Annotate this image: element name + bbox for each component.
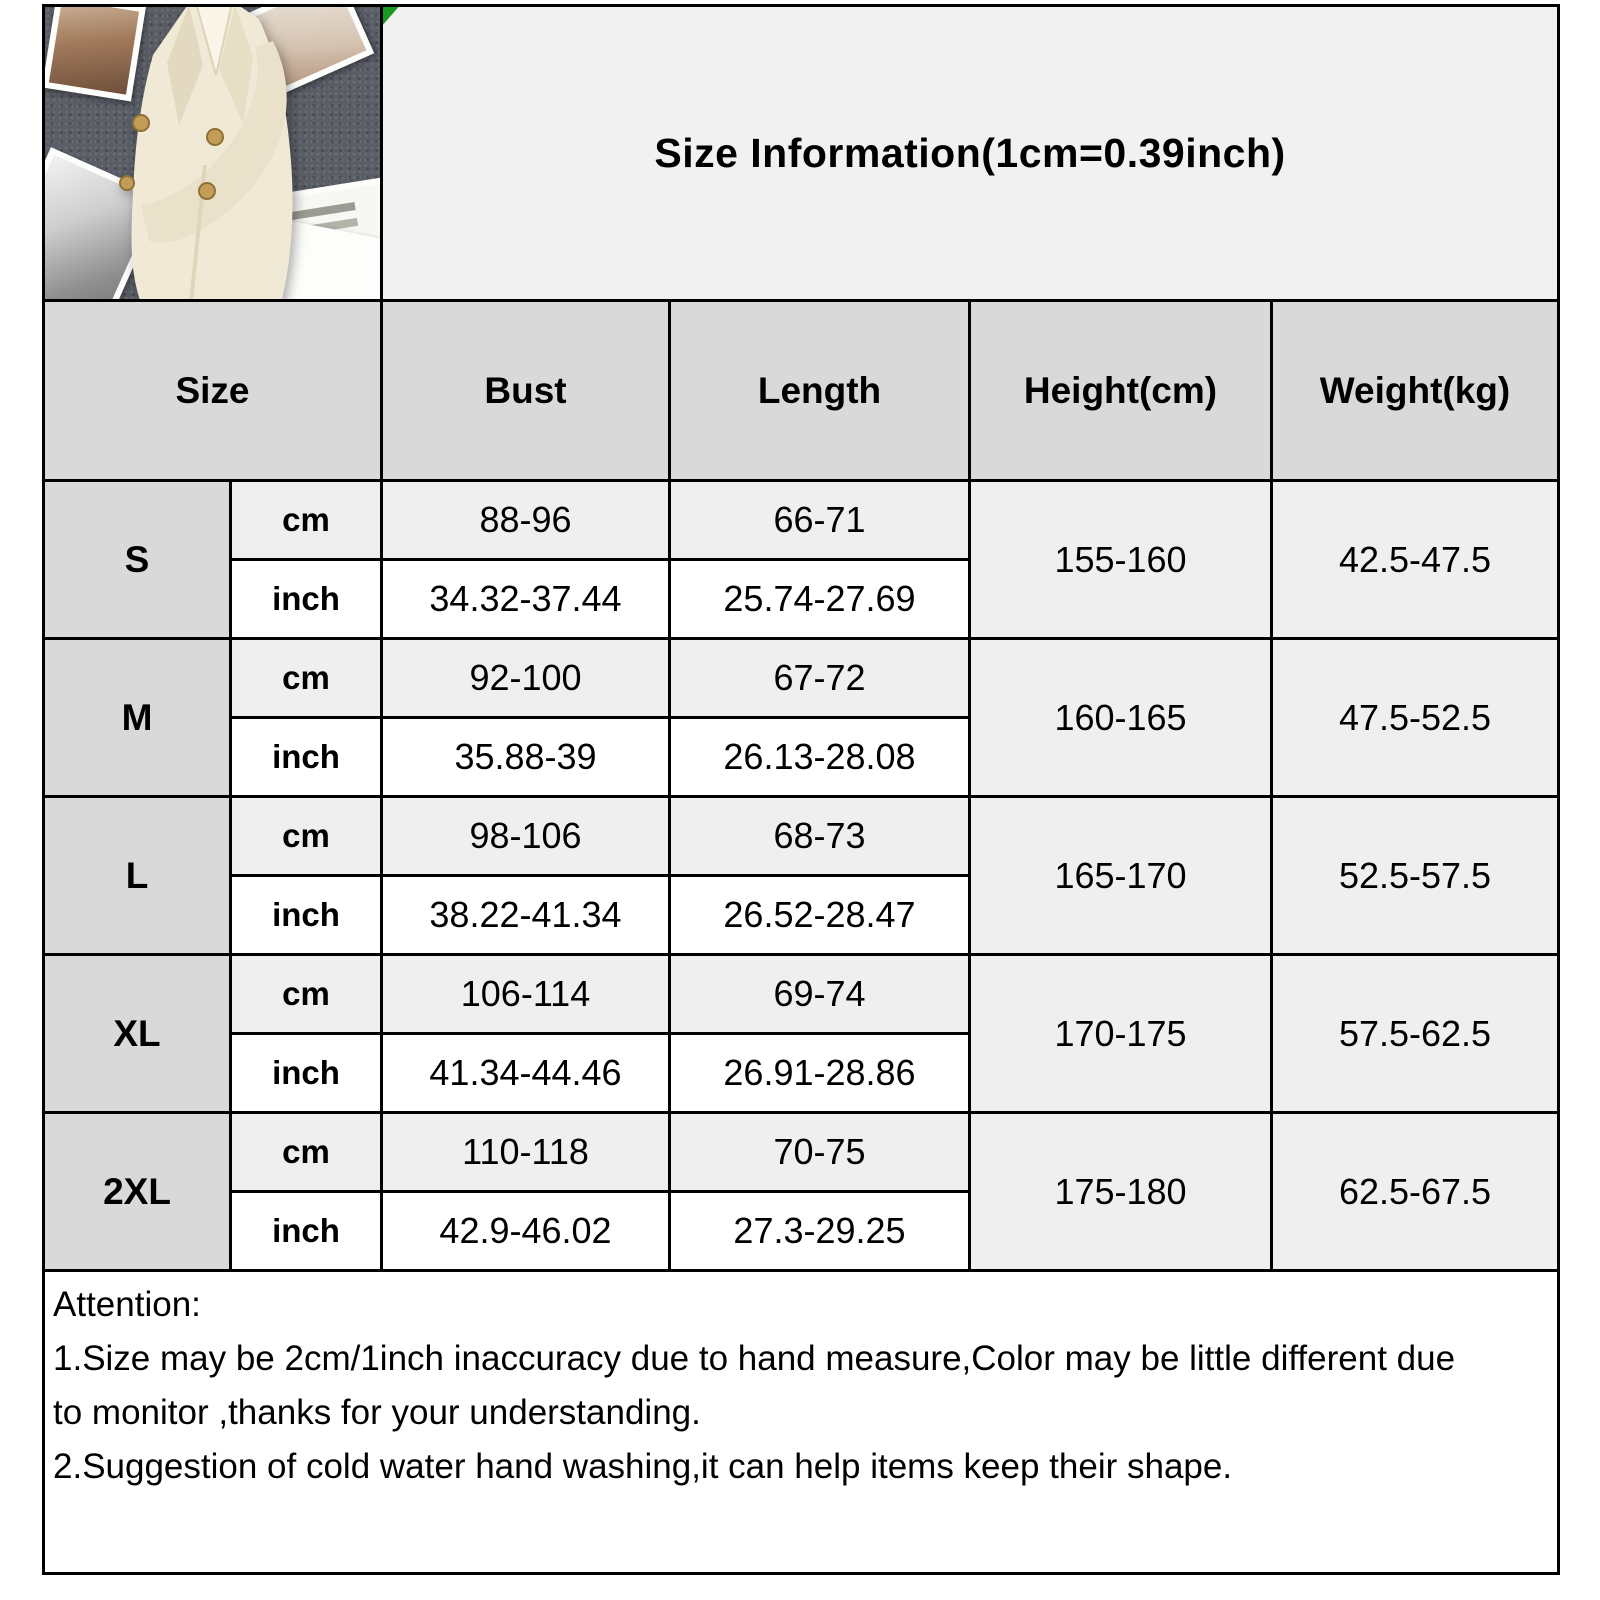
- top-row: [44, 6, 1559, 301]
- header-height: Height(cm): [970, 301, 1272, 481]
- header-row: [44, 301, 1559, 481]
- L-height: 165-170: [970, 797, 1272, 955]
- 2XL-length-cm: 70-75: [670, 1113, 970, 1192]
- S-bust-inch: 34.32-37.44: [382, 560, 670, 639]
- product-photo-cell: [44, 6, 382, 301]
- size-label-M: M: [44, 639, 231, 797]
- row-L-cm: [44, 797, 1559, 876]
- M-weight: 47.5-52.5: [1272, 639, 1559, 797]
- size-label-XL: XL: [44, 955, 231, 1113]
- unit-label-cm: cm: [231, 797, 382, 876]
- L-bust-inch: 38.22-41.34: [382, 876, 670, 955]
- L-weight: 52.5-57.5: [1272, 797, 1559, 955]
- S-bust-cm: 88-96: [382, 481, 670, 560]
- attention-line: Attention:: [53, 1285, 201, 1324]
- XL-length-inch: 26.91-28.86: [670, 1034, 970, 1113]
- S-length-cm: 66-71: [670, 481, 970, 560]
- row-XL-cm: [44, 955, 1559, 1034]
- row-S-cm: [44, 481, 1559, 560]
- XL-weight: 57.5-62.5: [1272, 955, 1559, 1113]
- attention-line: 1.Size may be 2cm/1inch inaccuracy due to hand measure,Color may be little different due: [53, 1339, 1456, 1378]
- green-corner-marker: [382, 6, 403, 26]
- unit-label-cm: cm: [231, 481, 382, 560]
- page-title: Size Information(1cm=0.39inch): [654, 129, 1286, 176]
- unit-label-inch: inch: [231, 560, 382, 639]
- L-length-inch: 26.52-28.47: [670, 876, 970, 955]
- size-label-L: L: [44, 797, 231, 955]
- blazer-illustration: [83, 7, 327, 299]
- attention-note: [45, 1272, 1557, 1494]
- attention-line: 2.Suggestion of cold water hand washing,it can help items keep their shape.: [53, 1447, 1233, 1486]
- attention-line: to monitor ,thanks for your understanding.: [53, 1393, 701, 1432]
- unit-label-cm: cm: [231, 955, 382, 1034]
- 2XL-bust-inch: 42.9-46.02: [382, 1192, 670, 1271]
- L-length-cm: 68-73: [670, 797, 970, 876]
- attention-row: [44, 1271, 1559, 1574]
- S-height: 155-160: [970, 481, 1272, 639]
- M-bust-cm: 92-100: [382, 639, 670, 718]
- M-length-cm: 67-72: [670, 639, 970, 718]
- XL-height: 170-175: [970, 955, 1272, 1113]
- M-length-inch: 26.13-28.08: [670, 718, 970, 797]
- size-table: [42, 4, 1560, 1575]
- header-weight: Weight(kg): [1272, 301, 1559, 481]
- M-bust-inch: 35.88-39: [382, 718, 670, 797]
- unit-label-cm: cm: [231, 1113, 382, 1192]
- unit-label-inch: inch: [231, 1192, 382, 1271]
- size-label-2XL: 2XL: [44, 1113, 231, 1271]
- row-M-cm: [44, 639, 1559, 718]
- XL-length-cm: 69-74: [670, 955, 970, 1034]
- attention-cell: [44, 1271, 1559, 1574]
- header-size: Size: [44, 301, 382, 481]
- size-label-S: S: [44, 481, 231, 639]
- unit-label-inch: inch: [231, 876, 382, 955]
- row-2XL-cm: [44, 1113, 1559, 1192]
- XL-bust-inch: 41.34-44.46: [382, 1034, 670, 1113]
- title-cell: [382, 6, 1559, 301]
- unit-label-inch: inch: [231, 718, 382, 797]
- size-chart-sheet: [42, 4, 1560, 1575]
- L-bust-cm: 98-106: [382, 797, 670, 876]
- product-photo: [45, 7, 380, 299]
- header-bust: Bust: [382, 301, 670, 481]
- unit-label-inch: inch: [231, 1034, 382, 1113]
- 2XL-weight: 62.5-67.5: [1272, 1113, 1559, 1271]
- 2XL-length-inch: 27.3-29.25: [670, 1192, 970, 1271]
- unit-label-cm: cm: [231, 639, 382, 718]
- S-weight: 42.5-47.5: [1272, 481, 1559, 639]
- header-length: Length: [670, 301, 970, 481]
- 2XL-height: 175-180: [970, 1113, 1272, 1271]
- S-length-inch: 25.74-27.69: [670, 560, 970, 639]
- XL-bust-cm: 106-114: [382, 955, 670, 1034]
- 2XL-bust-cm: 110-118: [382, 1113, 670, 1192]
- M-height: 160-165: [970, 639, 1272, 797]
